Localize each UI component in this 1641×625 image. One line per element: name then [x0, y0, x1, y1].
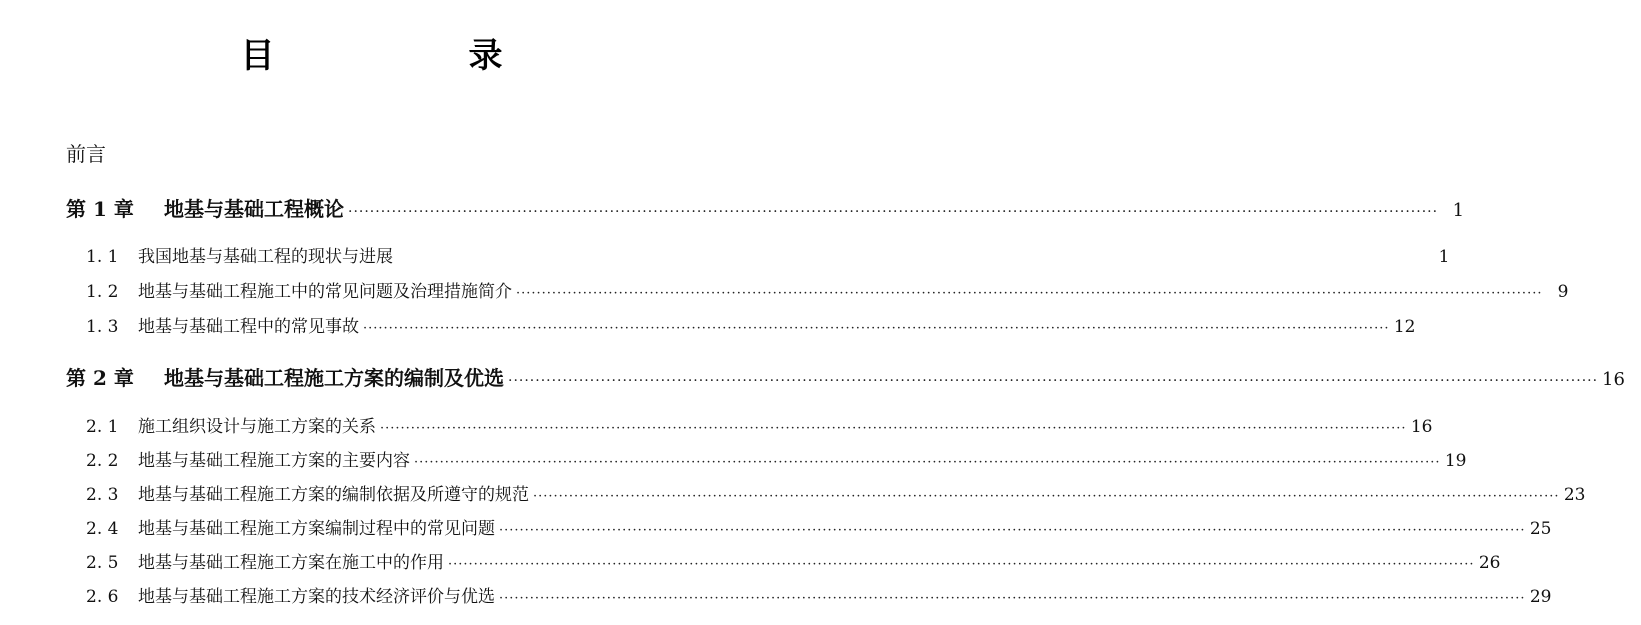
- chapter-title: 地基与基础工程施工方案的编制及优选: [164, 366, 504, 390]
- section-number: 2. 1: [86, 417, 119, 437]
- page-number: 1: [1438, 247, 1450, 267]
- chapter-title: 地基与基础工程概论: [164, 197, 344, 221]
- section-entry: [0, 480, 1586, 505]
- section-title: 地基与基础工程中的常见事故: [138, 317, 359, 337]
- page-number: 1: [1452, 200, 1465, 221]
- section-title: 地基与基础工程施工方案在施工中的作用: [138, 553, 444, 573]
- section-entry: [0, 312, 1416, 337]
- page-number: 29: [1529, 587, 1552, 607]
- section-number: 2. 6: [86, 587, 119, 607]
- section-title: 地基与基础工程施工方案的技术经济评价与优选: [138, 587, 495, 607]
- preface-entry: 前言: [66, 142, 106, 166]
- page-title: 目 录: [240, 36, 583, 76]
- dot-leader: ········································································································································································································: [499, 523, 1526, 538]
- section-entry: [0, 582, 1552, 607]
- section-title: 我国地基与基础工程的现状与进展: [138, 247, 393, 267]
- chapter-entry: [0, 362, 1625, 391]
- section-title: 地基与基础工程施工方案的编制依据及所遵守的规范: [138, 485, 529, 505]
- dot-leader: ········································································································································································································: [348, 204, 1439, 220]
- section-title: 地基与基础工程施工中的常见问题及治理措施简介: [138, 282, 512, 302]
- page-number: 12: [1393, 317, 1416, 337]
- dot-leader: ········································································································································································································: [380, 421, 1407, 436]
- section-number: 1. 1: [86, 247, 119, 267]
- section-title: 地基与基础工程施工方案的主要内容: [138, 451, 410, 471]
- section-entry: [0, 412, 1433, 437]
- dot-leader: ········································································································································································································: [533, 489, 1560, 504]
- section-entry: [0, 242, 1450, 267]
- page-number: 19: [1444, 451, 1467, 471]
- dot-leader: ········································································································································································································: [363, 321, 1390, 336]
- section-entry: [0, 277, 1569, 302]
- page-number: 16: [1602, 369, 1625, 390]
- page-number: 9: [1557, 282, 1569, 302]
- chapter-entry: [0, 193, 1465, 222]
- page-number: 16: [1410, 417, 1433, 437]
- section-title: 地基与基础工程施工方案编制过程中的常见问题: [138, 519, 495, 539]
- chapter-number: 第 2 章: [66, 366, 134, 390]
- dot-leader: ········································································································································································································: [499, 591, 1526, 606]
- section-number: 2. 2: [86, 451, 119, 471]
- dot-leader: ········································································································································································································: [414, 455, 1441, 470]
- section-number: 2. 3: [86, 485, 119, 505]
- section-number: 2. 5: [86, 553, 119, 573]
- page-number: 25: [1529, 519, 1552, 539]
- page-number: 26: [1478, 553, 1501, 573]
- dot-leader: ········································································································································································································: [516, 286, 1543, 301]
- section-title: 施工组织设计与施工方案的关系: [138, 417, 376, 437]
- section-number: 1. 3: [86, 317, 119, 337]
- chapter-number: 第 1 章: [66, 197, 134, 221]
- section-number: 2. 4: [86, 519, 119, 539]
- section-entry: [0, 446, 1467, 471]
- section-entry: [0, 514, 1552, 539]
- section-entry: [0, 548, 1501, 573]
- dot-leader: ········································································································································································································: [508, 373, 1599, 389]
- page-number: 23: [1563, 485, 1586, 505]
- section-number: 1. 2: [86, 282, 119, 302]
- dot-leader: ········································································································································································································: [448, 557, 1475, 572]
